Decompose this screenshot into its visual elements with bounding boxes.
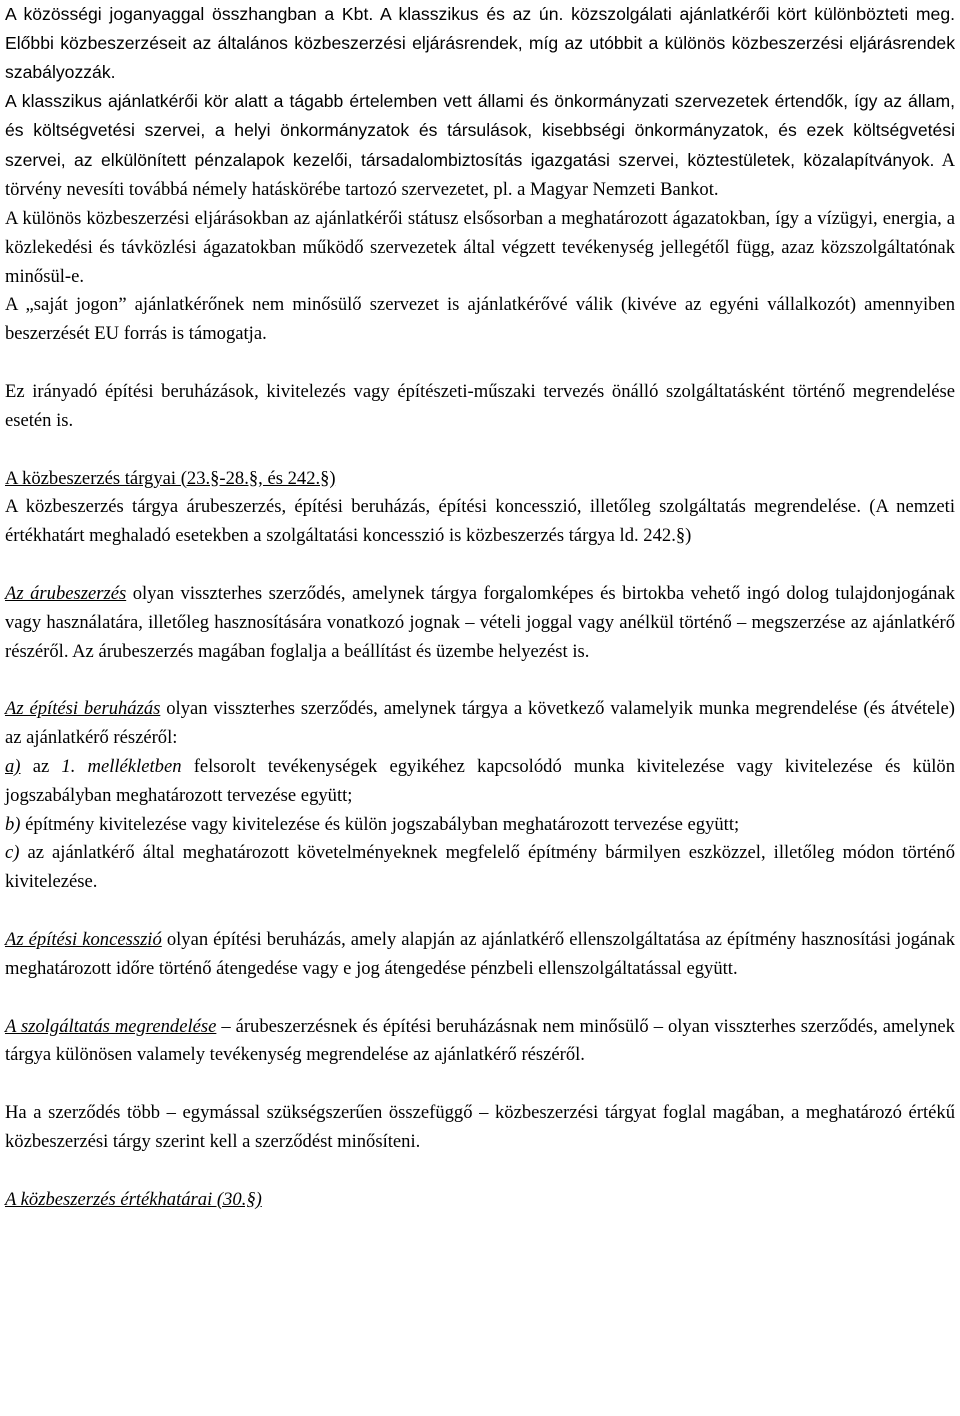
ertekhatarai-heading: A közbeszerzés értékhatárai (30.§) <box>5 1188 262 1210</box>
targyai-heading: A közbeszerzés tárgyai (23.§-28.§, és 242.§) <box>5 467 336 489</box>
list-item-a-text: felsorolt tevékenységek egyikéhez kapcsolódó munka kivitelezése vagy kivitelezése és külön jogszabályban meghatározott tervezése együtt; <box>5 755 956 806</box>
szerzodes-paragraph: Ha a szerződés több – egymással szükségszerűen összefüggő – közbeszerzési tárgyat foglal magában, a meghatározó értékű közbeszerzési tárgy szerint kell a szerződést minősíteni. <box>5 1102 955 1152</box>
arubeszerzes-term: Az árubeszerzés <box>5 582 127 604</box>
list-item-a-term: 1. mellékletben <box>61 755 182 777</box>
spacer <box>5 1070 955 1099</box>
epitesi-koncesszio-paragraph <box>5 926 955 984</box>
spacer <box>5 1157 955 1186</box>
epitesi-beruhazas-text: olyan visszterhes szerződés, amelynek tárgya a következő valamelyik munka megrendelése (és átvétele) az ajánlatkérő részéről: <box>5 698 955 749</box>
klasszikus-serif-text: A törvény nevesíti továbbá némely hatáskörébe tartozó szervezetet, pl. a Magyar Nemzeti Bankot. <box>5 150 955 201</box>
spacer <box>5 897 955 926</box>
list-item-b <box>5 811 955 840</box>
klasszikus-sans-text: A klasszikus ajánlatkérői kör alatt a tágabb értelemben vett állami és önkormányzati szervezetek értendők, így az állam, és költségvetési szervei, a helyi önkormányzatok és társulások, kisebbségi önkormányzatok, és ezek költségvetési szervei, az elkülönített pénzalapok kezelői, társadalombiztosítás igazgatási szervei, köztestületek, közalapítványok. <box>5 90 955 171</box>
spacer <box>5 436 955 465</box>
list-item-a-label: a) <box>5 755 21 777</box>
kulonos-paragraph: A különös közbeszerzési eljárásokban az ajánlatkérői státusz elsősorban a meghatározott ágazatokban, így a vízügyi, energia, a közlekedési és távközlési ágazatokban működő szervezetek által végzett tevékenység jellegétől függ, azaz közszolgáltatónak minősül-e. <box>5 207 955 287</box>
epitesi-koncesszio-text: olyan építési beruházás, amely alapján az ajánlatkérő ellenszolgáltatása az építmény hasznosítási jogának meghatározott időre történő átengedése vagy e jog átengedése pénzbeli ellenszolgáltatással együtt. <box>5 929 955 979</box>
arubeszerzes-text: olyan visszterhes szerződés, amelynek tárgya forgalomképes és birtokba vehető ingó dolog tulajdonjogának vagy használatára, illetőleg hasznosítására vonatkozó jognak – vételi joggal vagy anélkül történő – megszerzése az ajánlatkérő részéről. Az árubeszerzés magában foglalja a beállítást és üzembe helyezést is. <box>5 582 955 662</box>
sajat-jogon-paragraph: A „saját jogon” ajánlatkérőnek nem minősülő szervezet is ajánlatkérővé válik (kivéve az egyéni vállalkozót) amennyiben beszerzését EU forrás is támogatja. <box>5 294 955 345</box>
klasszikus-paragraph <box>5 87 955 205</box>
arubeszerzes-paragraph <box>5 580 955 667</box>
list-item-a-mid: az <box>20 755 62 777</box>
list-item-c-text: az ajánlatkérő által meghatározott követelményeknek megfelelő építmény bármilyen eszközzel, illetőleg módon történő kivitelezése. <box>5 842 955 893</box>
epitesi-koncesszio-term: Az építési koncesszió <box>5 929 162 950</box>
targya-paragraph: A közbeszerzés tárgya árubeszerzés, építési beruházás, építési koncesszió, illetőleg szolgáltatás megrendelése. (A nemzeti értékhatárt meghaladó esetekben a szolgáltatási koncesszió is közbeszerzés tárgya ld. 242.§) <box>5 496 955 547</box>
list-item-b-text: építmény kivitelezése vagy kivitelezése és külön jogszabályban meghatározott tervezése együtt; <box>20 813 740 835</box>
spacer <box>5 984 955 1013</box>
epitesi-beruhazas-paragraph <box>5 695 955 753</box>
spacer <box>5 551 955 580</box>
szolgaltatas-term: A szolgáltatás megrendelése <box>5 1015 217 1037</box>
list-item-b-label: b) <box>5 813 21 835</box>
list-item-c <box>5 839 955 897</box>
szolgaltatas-text: – árubeszerzésnek és építési beruházásnak nem minősülő – olyan visszterhes szerződés, amelynek tárgya különösen valamely tevékenység megrendelése az ajánlatkérő részéről. <box>5 1015 955 1066</box>
iranyado-paragraph: Ez irányadó építési beruházások, kivitelezés vagy építészeti-műszaki tervezés önálló szolgáltatásként történő megrendelése esetén is. <box>5 380 955 431</box>
epitesi-beruhazas-term: Az építési beruházás <box>5 698 161 720</box>
list-item-a <box>5 753 955 811</box>
list-item-c-label: c) <box>5 842 20 864</box>
szolgaltatas-paragraph <box>5 1013 955 1071</box>
intro-paragraph: A közösségi joganyaggal összhangban a Kbt. A klasszikus és az ún. közszolgálati ajánlatkérői kört különbözteti meg. Előbbi közbeszerzéseit az általános közbeszerzési eljárásrendek, míg az utóbbit a különös közbeszerzési eljárásrendek szabályozzák. <box>5 4 955 82</box>
spacer <box>5 666 955 695</box>
spacer <box>5 349 955 378</box>
